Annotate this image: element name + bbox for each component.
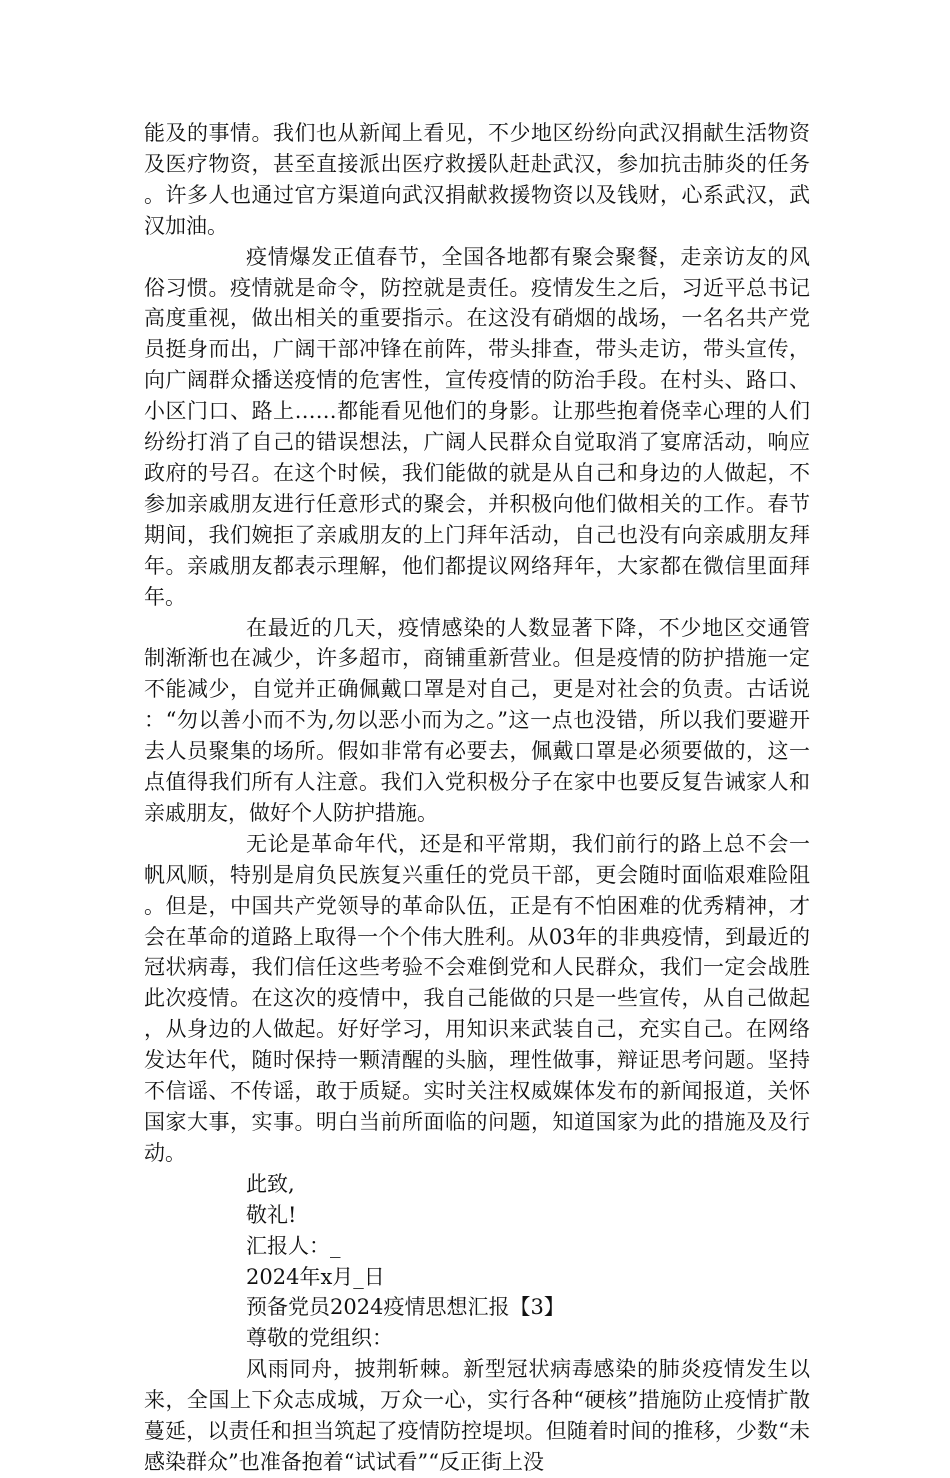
document-page (144, 118, 810, 1478)
paragraph-donations: 能及的事情。我们也从新闻上看见，不少地区纷纷向武汉捐献生活物资及医疗物资，甚至直接派出医疗救援队赶赴武汉，参加抗击肺炎的任务。许多人也通过官方渠道向武汉捐献救援物资以及钱财，心系武汉，武汉加油。 (144, 121, 810, 238)
closing-regards: 敬礼! (246, 1202, 297, 1227)
closing-salutation: 此致, (246, 1171, 295, 1196)
paragraph-revolutionary-spirit: 无论是革命年代，还是和平常期，我们前行的路上总不会一帆风顺，特别是肩负民族复兴重任的党员干部，更会随时面临艰难险阻。但是，中国共产党领导的革命队伍，正是有不怕困难的优秀精神，才会在革命的道路上取得一个个伟大胜利。从03年的非典疫情，到最近的冠状病毒，我们信任这些考验不会难倒党和人民群众，我们一定会战胜此次疫情。在这次的疫情中，我自己能做的只是一些宣传，从自己做起，从身边的人做起。好好学习，用知识来武装自己，充实自己。在网络发达年代，随时保持一颗清醒的头脑，理性做事，辩证思考问题。坚持不信谣、不传谣，敢于质疑。实时关注权威媒体发布的新闻报道，关怀国家大事，实事。明白当前所面临的问题，知道国家为此的措施及及行动。 (144, 831, 810, 1165)
paragraph-spring-festival: 疫情爆发正值春节，全国各地都有聚会聚餐，走亲访友的风俗习惯。疫情就是命令，防控就是责任。疫情发生之后，习近平总书记高度重视，做出相关的重要指示。在这没有硝烟的战场，一名名共产党员挺身而出，广阔干部冲锋在前阵，带头排查，带头走访，带头宣传，向广阔群众播送疫情的危害性，宣传疫情的防治手段。在村头、路口、小区门口、路上……都能看见他们的身影。让那些抱着侥幸心理的人们纷纷打消了自己的错误想法，广阔人民群众自觉取消了宴席活动，响应政府的号召。在这个时候，我们能做的就是从自己和身边的人做起，不参加亲戚朋友进行任意形式的聚会，并积极向他们做相关的工作。春节期间，我们婉拒了亲戚朋友的上门拜年活动，自己也没有向亲戚朋友拜年。亲戚朋友都表示理解，他们都提议网络拜年，大家都在微信里面拜年。 (144, 244, 810, 609)
paragraph-opening: 风雨同舟，披荆斩棘。新型冠状病毒感染的肺炎疫情发生以来，全国上下众志成城，万众一心，实行各种“硬核”措施防止疫情扩散蔓延，以责任和担当筑起了疫情防控堤坝。但随着时间的推移，少数“未感染群众”也准备抱着“试试看”“反正街上没 (144, 1357, 810, 1474)
paragraph-protection-measures: 在最近的几天，疫情感染的人数显著下降，不少地区交通管制渐渐也在减少，许多超市，商铺重新营业。但是疫情的防护措施一定不能减少，自觉并正确佩戴口罩是对自己，更是对社会的负责。古话说：“勿以善小而不为,勿以恶小而为之。”这一点也没错，所以我们要避开去人员聚集的场所。假如非常有必要去，佩戴口罩是必须要做的，这一点值得我们所有人注意。我们入党积极分子在家中也要反复告诫家人和亲戚朋友，做好个人防护措施。 (144, 615, 810, 825)
section-title: 预备党员2024疫情思想汇报【3】 (246, 1295, 565, 1320)
reporter-line: 汇报人：_ (246, 1233, 341, 1258)
greeting-line: 尊敬的党组织： (246, 1326, 393, 1351)
date-line: 2024年x月_日 (246, 1264, 385, 1289)
